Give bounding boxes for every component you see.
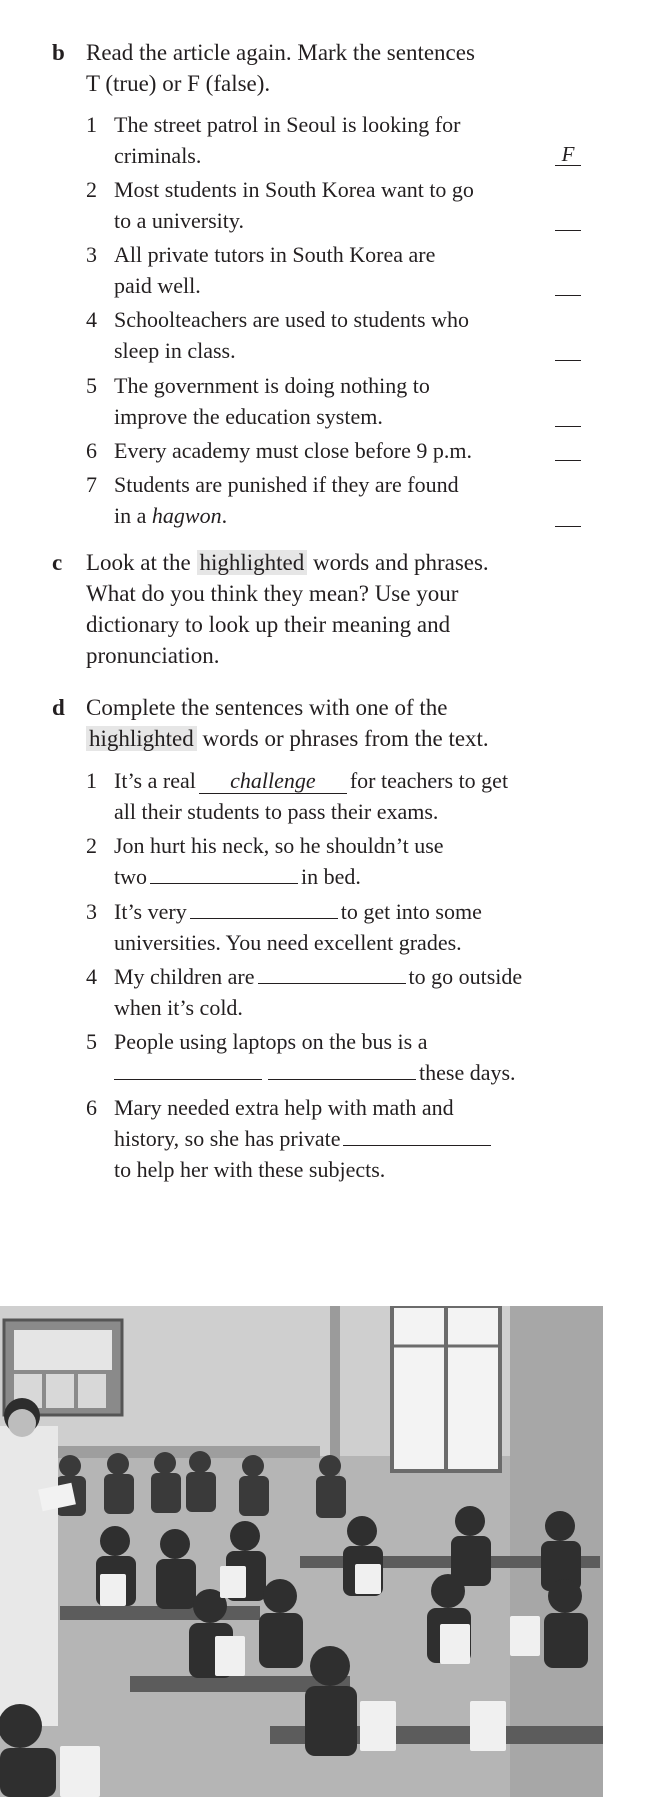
d-item-number: 4 bbox=[86, 964, 97, 989]
answer-blank[interactable] bbox=[343, 1125, 491, 1146]
answer-blank[interactable] bbox=[258, 963, 406, 984]
answer-blank[interactable] bbox=[268, 1059, 416, 1080]
classroom-photo-illustration bbox=[0, 1306, 603, 1797]
answer-blank[interactable]: challenge bbox=[199, 769, 347, 794]
b-item-text: Students are punished if they are found in a hagwon. bbox=[114, 472, 459, 528]
answer-blank[interactable] bbox=[190, 898, 338, 919]
section-b-letter: b bbox=[52, 40, 65, 65]
b-item-number: 6 bbox=[86, 438, 97, 463]
b-item-number: 1 bbox=[86, 112, 97, 137]
section-d-instruction: Complete the sentences with one of the highlighted words or phrases from the text. bbox=[86, 695, 489, 751]
b-item-text: The government is doing nothing to improve the education system. bbox=[114, 373, 430, 429]
tf-answer-blank[interactable] bbox=[555, 336, 581, 361]
b-item-text: Most students in South Korea want to go to a university. bbox=[114, 177, 474, 233]
b-item-number: 4 bbox=[86, 307, 97, 332]
b-item-number: 2 bbox=[86, 177, 97, 202]
highlight-box: highlighted bbox=[86, 726, 197, 751]
section-c-letter: c bbox=[52, 550, 63, 575]
d-item-number: 1 bbox=[86, 768, 97, 793]
b-item-number: 3 bbox=[86, 242, 97, 267]
classroom-photo bbox=[0, 1306, 603, 1797]
tf-answer-blank[interactable] bbox=[555, 271, 581, 296]
d-item-number: 6 bbox=[86, 1095, 97, 1120]
b-item-text: All private tutors in South Korea are paid well. bbox=[114, 242, 436, 298]
highlight-box: highlighted bbox=[197, 550, 308, 575]
d-item-text: People using laptops on the bus is a these days. bbox=[114, 1029, 516, 1085]
d-item-text: It’s a real challenge for teachers to get all their students to pass their exams. bbox=[114, 768, 509, 824]
d-item-text: Jon hurt his neck, so he shouldn’t use two in bed. bbox=[114, 833, 444, 889]
tf-answer-blank[interactable] bbox=[555, 502, 581, 527]
tf-answer-blank[interactable] bbox=[555, 206, 581, 231]
section-d-letter: d bbox=[52, 695, 65, 720]
d-item-number: 3 bbox=[86, 899, 97, 924]
b-item-text: Schoolteachers are used to students who sleep in class. bbox=[114, 307, 469, 363]
d-item-text: My children are to go outside when it’s cold. bbox=[114, 964, 523, 1020]
answer-blank[interactable] bbox=[150, 863, 298, 884]
d-item-number: 2 bbox=[86, 833, 97, 858]
section-b-instruction: Read the article again. Mark the sentences T (true) or F (false). bbox=[86, 40, 475, 96]
section-c-instruction: Look at the highlighted words and phrases. What do you think they mean? Use your dictionary to look up their meaning and pronunciation. bbox=[86, 550, 489, 668]
answer-blank[interactable] bbox=[114, 1059, 262, 1080]
b-item-text: The street patrol in Seoul is looking for criminals. bbox=[114, 112, 461, 168]
tf-answer-blank[interactable]: F bbox=[555, 141, 581, 166]
d-item-number: 5 bbox=[86, 1029, 97, 1054]
b-item-number: 5 bbox=[86, 373, 97, 398]
b-item-text: Every academy must close before 9 p.m. bbox=[114, 438, 472, 463]
tf-answer-blank[interactable] bbox=[555, 436, 581, 461]
b-item-number: 7 bbox=[86, 472, 97, 497]
tf-answer-blank[interactable] bbox=[555, 402, 581, 427]
d-item-text: It’s very to get into some universities. You need excellent grades. bbox=[114, 899, 482, 955]
d-item-text: Mary needed extra help with math and history, so she has private to help her with these subjects. bbox=[114, 1092, 584, 1185]
